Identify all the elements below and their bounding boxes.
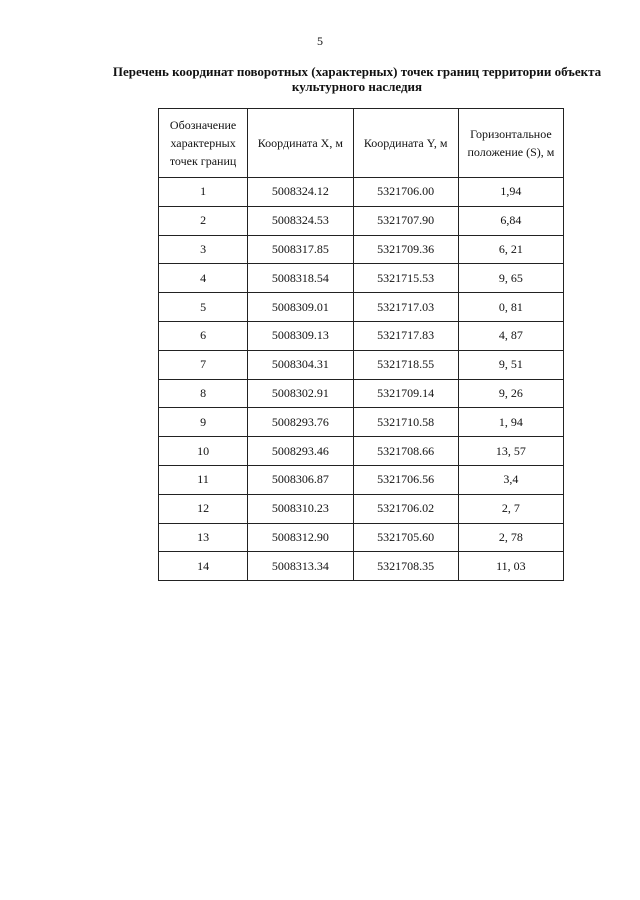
cell-s: 2, 78 [458,523,563,552]
header-coordinate-y: Координата Y, м [353,109,458,178]
cell-y: 5321706.00 [353,178,458,207]
table-row [159,235,564,264]
cell-s: 3,4 [458,465,563,494]
cell-s: 9, 65 [458,264,563,293]
cell-x: 5008309.13 [248,321,353,350]
table-row [159,465,564,494]
document-title [92,64,622,94]
cell-point: 7 [159,350,248,379]
cell-s: 1, 94 [458,408,563,437]
cell-x: 5008317.85 [248,235,353,264]
cell-s: 13, 57 [458,437,563,466]
cell-point: 11 [159,465,248,494]
cell-s: 1,94 [458,178,563,207]
table-row [159,321,564,350]
cell-x: 5008318.54 [248,264,353,293]
cell-s: 0, 81 [458,293,563,322]
page-number: 5 [317,34,323,48]
cell-y: 5321710.58 [353,408,458,437]
cell-s: 2, 7 [458,494,563,523]
table-row [159,293,564,322]
cell-s: 6, 21 [458,235,563,264]
cell-point: 13 [159,523,248,552]
document-title-line-2: культурного наследия [291,79,423,94]
cell-y: 5321707.90 [353,206,458,235]
cell-point: 14 [159,552,248,581]
cell-x: 5008304.31 [248,350,353,379]
cell-y: 5321708.66 [353,437,458,466]
cell-point: 12 [159,494,248,523]
cell-y: 5321705.60 [353,523,458,552]
cell-y: 5321709.36 [353,235,458,264]
table-row [159,494,564,523]
cell-s: 9, 51 [458,350,563,379]
cell-x: 5008293.76 [248,408,353,437]
cell-s: 9, 26 [458,379,563,408]
table-row [159,552,564,581]
cell-point: 5 [159,293,248,322]
table-row [159,408,564,437]
cell-point: 3 [159,235,248,264]
cell-x: 5008312.90 [248,523,353,552]
header-coordinate-x: Координата X, м [248,109,353,178]
cell-x: 5008306.87 [248,465,353,494]
table-row [159,523,564,552]
cell-y: 5321706.56 [353,465,458,494]
cell-y: 5321715.53 [353,264,458,293]
cell-x: 5008313.34 [248,552,353,581]
table-row [159,379,564,408]
document-title-line-1: Перечень координат поворотных (характерных) точек границ территории объекта [112,64,602,79]
cell-point: 10 [159,437,248,466]
cell-y: 5321717.03 [353,293,458,322]
cell-y: 5321708.35 [353,552,458,581]
table-row [159,264,564,293]
cell-x: 5008324.53 [248,206,353,235]
cell-point: 1 [159,178,248,207]
cell-point: 6 [159,321,248,350]
cell-x: 5008302.91 [248,379,353,408]
table-header-row [159,109,564,178]
cell-y: 5321718.55 [353,350,458,379]
cell-y: 5321717.83 [353,321,458,350]
cell-point: 9 [159,408,248,437]
cell-y: 5321709.14 [353,379,458,408]
cell-x: 5008324.12 [248,178,353,207]
cell-y: 5321706.02 [353,494,458,523]
cell-s: 6,84 [458,206,563,235]
table-row [159,437,564,466]
cell-s: 11, 03 [458,552,563,581]
table-row [159,178,564,207]
cell-s: 4, 87 [458,321,563,350]
cell-point: 8 [159,379,248,408]
table-row [159,350,564,379]
header-point-designation: Обозначение характерных точек границ [159,109,248,178]
cell-x: 5008309.01 [248,293,353,322]
cell-point: 4 [159,264,248,293]
header-horizontal-position: Горизонтальное положение (S), м [458,109,563,178]
table-body [159,178,564,581]
cell-point: 2 [159,206,248,235]
cell-x: 5008310.23 [248,494,353,523]
coordinates-table [158,108,564,581]
cell-x: 5008293.46 [248,437,353,466]
table-row [159,206,564,235]
